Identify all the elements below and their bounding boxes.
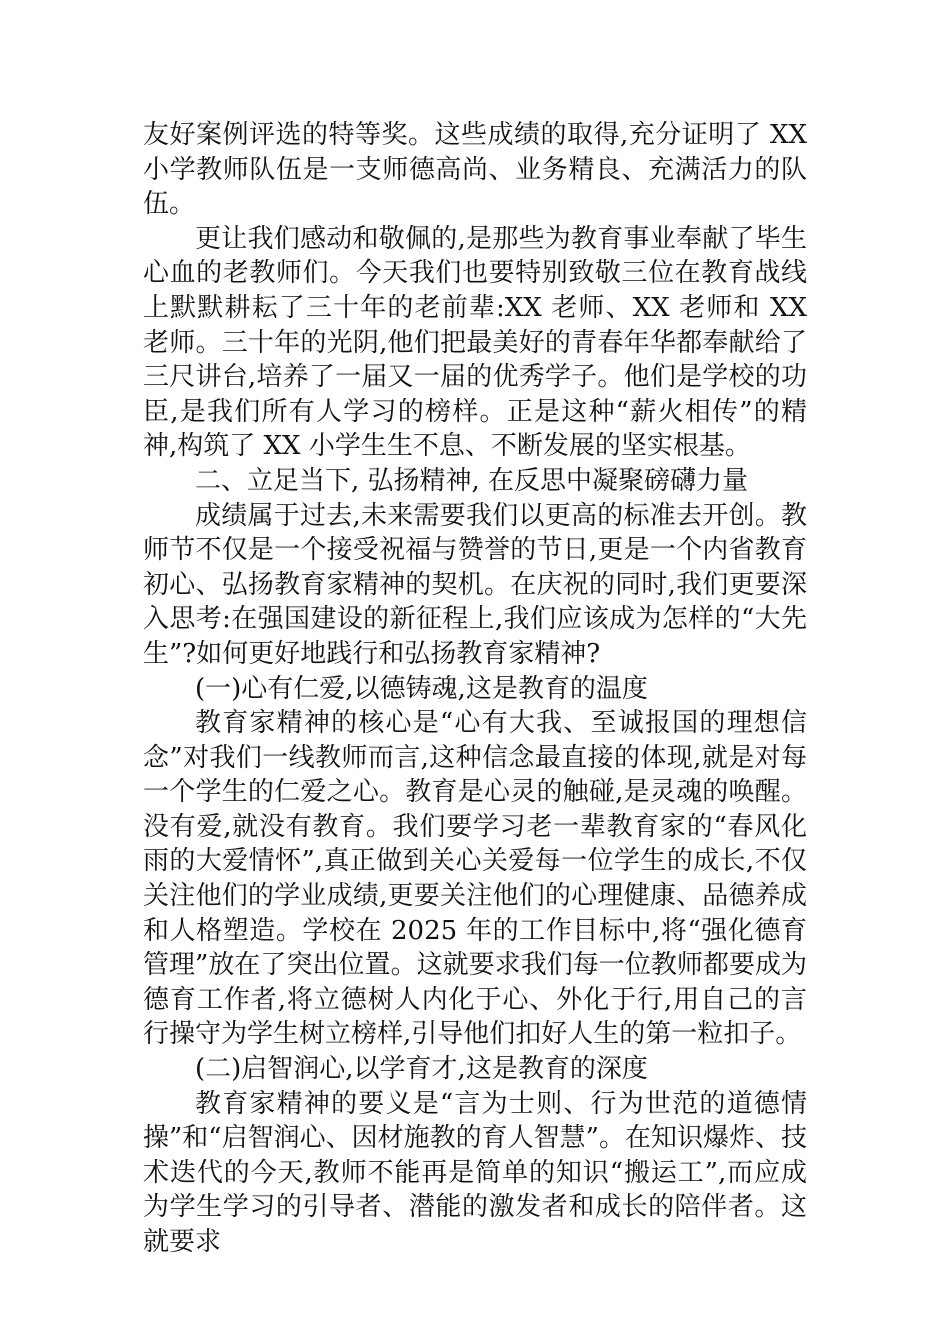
subsection-heading: (二)启智润心,以学育才,这是教育的深度 bbox=[195, 1054, 648, 1085]
document-page bbox=[143, 118, 807, 1260]
body-paragraph: 友好案例评选的特等奖。这些成绩的取得,充分证明了 XX 小学教师队伍是一支师德高尚、业务精良、充满活力的队伍。 bbox=[143, 120, 807, 220]
section-heading: 二、立足当下, 弘扬精神, 在反思中凝聚磅礴力量 bbox=[195, 465, 749, 496]
body-paragraph: 教育家精神的核心是“心有大我、至诚报国的理想信念”对我们一线教师而言,这种信念最直接的体现,就是对每一个学生的仁爱之心。教育是心灵的触碰,是灵魂的唤醒。没有爱,就没有教育。我们要学习老一辈教育家的“春风化雨的大爱情怀”,真正做到关心关爱每一位学生的成长,不仅关注他们的学业成绩,更要关注他们的心理健康、品德养成和人格塑造。学校在 2025 年的工作目标中,将“强化德育管理”放在了突出位置。这就要求我们每一位教师都要成为德育工作者,将立德树人内化于心、外化于行,用自己的言行操守为学生树立榜样,引导他们扣好人生的第一粒扣子。 bbox=[143, 708, 807, 1050]
subsection-heading: (一)心有仁爱,以德铸魂,这是教育的温度 bbox=[195, 673, 648, 704]
body-paragraph: 成绩属于过去,未来需要我们以更高的标准去开创。教师节不仅是一个接受祝福与赞誉的节日,更是一个内省教育初心、弘扬教育家精神的契机。在庆祝的同时,我们更要深入思考:在强国建设的新征程上,我们应该成为怎样的“大先生”?如何更好地践行和弘扬教育家精神? bbox=[143, 500, 807, 669]
body-paragraph: 更让我们感动和敬佩的,是那些为教育事业奉献了毕生心血的老教师们。今天我们也要特别致敬三位在教育战线上默默耕耘了三十年的老前辈:XX 老师、XX 老师和 XX 老师。三十年的光阴,他们把最美好的青春年华都奉献给了三尺讲台,培养了一届又一届的优秀学子。他们是学校的功臣,是我们所有人学习的榜样。正是这种“薪火相传”的精神,构筑了 XX 小学生生不息、不断发展的坚实根基。 bbox=[143, 223, 807, 462]
body-paragraph: 教育家精神的要义是“言为士则、行为世范的道德情操”和“启智润心、因材施教的育人智慧”。在知识爆炸、技术迭代的今天,教师不能再是简单的知识“搬运工”,而应成为学生学习的引导者、潜能的激发者和成长的陪伴者。这就要求 bbox=[143, 1088, 807, 1257]
